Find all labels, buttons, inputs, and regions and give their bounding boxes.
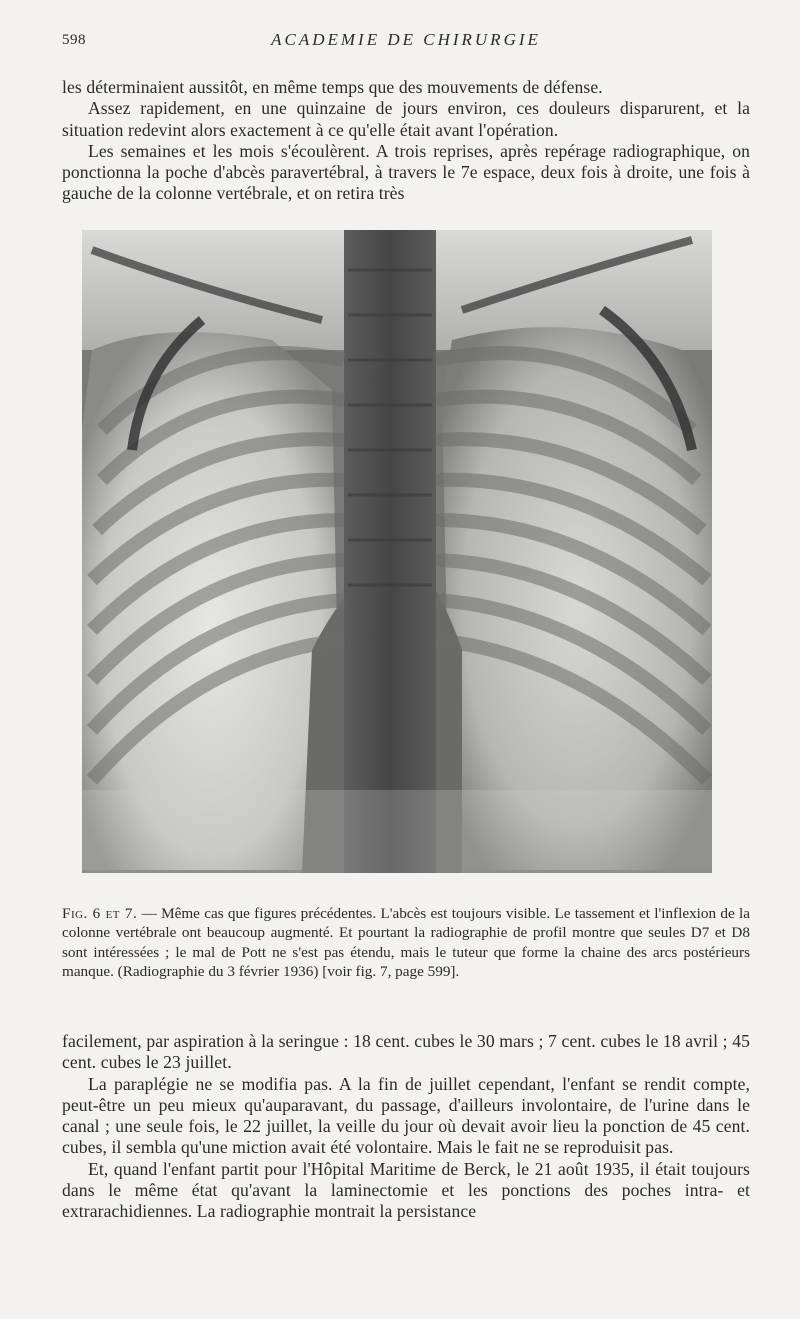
paragraph: facilement, par aspiration à la seringue : 18 cent. cubes le 30 mars ; 7 cent. cubes le 18 avril ; 45 cent. cubes le 23 juillet. [62,1031,750,1073]
chest-radiograph-figure [82,230,712,873]
paragraph: La paraplégie ne se modifia pas. A la fin de juillet cependant, l'enfant se rendit compte, peut-être un peu mieux qu'auparavant, du passage, d'ailleurs involontaire, de l'urine dans le canal ; une seule fois, le 22 juillet, la veille du jour où devait avoir lieu la ponction de 45 cent. cubes, il sembla qu'une miction avait été volontaire. Mais le fait ne se reproduisit pas. [62,1073,750,1158]
page-header [62,30,750,54]
body-text-bottom [62,1031,750,1223]
body-text-top [62,77,750,205]
caption-text: — Même cas que figures précédentes. L'abcès est toujours visible. Le tassement et l'inflexion de la colonne vertébrale ont beaucoup augmenté. Et pourtant la radiographie de profil montre que seules D7 et D8 sont intéressées ; le mal de Pott ne s'est pas étendu, mais le tuteur que forme la chaine des arcs postérieurs manque. (Radiographie du 3 février 1936) [voir fig. 7, page 599]. [62,905,751,981]
paragraph: Les semaines et les mois s'écoulèrent. A trois reprises, après repérage radiographique, on ponctionna la poche d'abcès paravertébral, à travers le 7e espace, deux fois à droite, une fois à gauche de la colonne vertébrale, et on retira très [62,140,750,204]
running-title: ACADEMIE DE CHIRURGIE [271,30,541,49]
paragraph: Assez rapidement, en une quinzaine de jours environ, ces douleurs disparurent, et la situation redevint alors exactement à ce qu'elle était avant l'opération. [62,98,750,140]
paragraph: les déterminaient aussitôt, en même temps que des mouvements de défense. [62,77,603,97]
radiograph-image [82,230,712,873]
page-number: 598 [62,32,86,48]
paragraph: Et, quand l'enfant partit pour l'Hôpital Maritime de Berck, le 21 août 1935, il était toujours dans le même état qu'avant la laminectomie et les ponctions des poches intra- et extrarachidiennes. La radiographie montrait la persistance [62,1158,750,1222]
figure-label: Fig. 6 et 7. [62,905,138,922]
caption-body [62,904,750,982]
figure-caption [62,904,750,982]
